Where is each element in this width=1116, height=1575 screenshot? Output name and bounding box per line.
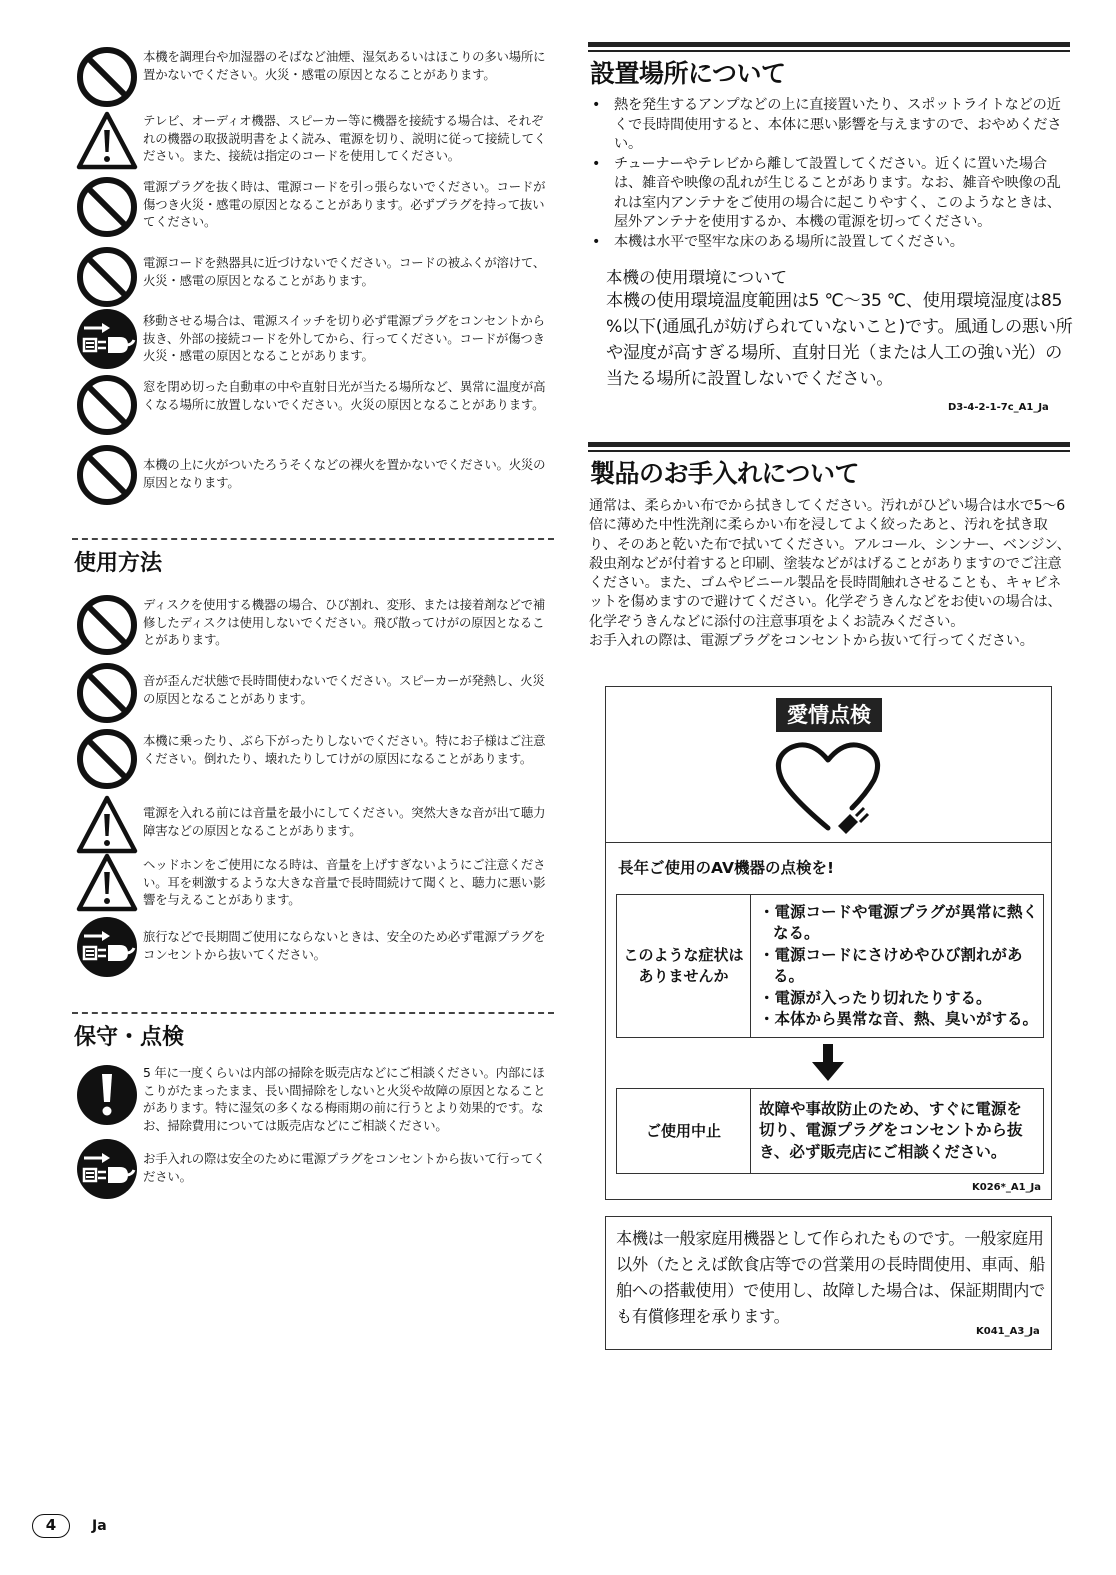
- symptom-label: このような症状はありませんか: [623, 946, 744, 985]
- warning-text: お手入れの際は安全のために電源プラグをコンセントから抜いて行ってください。: [143, 1151, 546, 1184]
- warning-text: 移動させる場合は、電源スイッチを切り必ず電源プラグをコンセントから抜き、外部の接続コードを外してから、行ってください。コードが傷つき火災・感電の原因となることがあります。: [143, 313, 545, 363]
- down-arrow-icon: [812, 1044, 844, 1082]
- section-header-bar: [588, 42, 1070, 47]
- list-item: • チューナーやテレビから離して設置してください。近くに置いた場合は、雑音や映像の乱れが生じることがあります。なお、雑音や映像の乱れは室内アンテナをご使用の場合に起こりやすく、このようなときは、屋外アンテナを使用するか、本機の電源を切ってください。: [590, 155, 1072, 233]
- warning-text: 窓を閉め切った自動車の中や直射日光が当たる場所など、異常に温度が高くなる場所に放置しないでください。火災の原因となることがあります。: [143, 379, 546, 412]
- doc-code: D3-4-2-1-7c_A1_Ja: [948, 402, 1049, 413]
- doc-code: K026*_A1_Ja: [972, 1182, 1042, 1193]
- inspection-question: 長年ご使用のAV機器の点検を!: [618, 859, 835, 877]
- prohibition-icon: [76, 176, 138, 238]
- warning-text: 電源コードを熱器具に近づけないでください。コードの被ふくが溶けて、火災・感電の原因となることがあります。: [143, 255, 546, 288]
- stop-label: ご使用中止: [645, 1121, 721, 1140]
- prohibition-icon: [76, 594, 138, 656]
- care-paragraph: お手入れの際は、電源プラグをコンセントから抜いて行ってください。: [589, 633, 1034, 650]
- caution-triangle-icon: [76, 794, 138, 856]
- warning-text: テレビ、オーディオ機器、スピーカー等に機器を接続する場合は、それぞれの機器の取扱説明書をよく読み、電源を切り、説明に従って接続してください。また、接続は指定のコードを使用してください。: [143, 113, 547, 163]
- symptom-item: ・電源が入ったり切れたりする。: [759, 988, 992, 1007]
- doc-code: K041_A3_Ja: [976, 1326, 1040, 1337]
- symptom-label-cell: [617, 895, 751, 1038]
- section-header-line: [588, 450, 1070, 452]
- warning-text: 5 年に一度くらいは内部の掃除を販売店などにご相談ください。内部にほこりがたまったまま、長い間掃除をしないと火災や故障の原因となることがあります。特に湿気の多くなる梅雨期の前に行うとより効果的です。なお、掃除費用については販売店などにご相談ください。: [143, 1065, 546, 1133]
- warning-text: ディスクを使用する機器の場合、ひび割れ、変形、または接着剤などで補修したディスクは使用しないでください。飛び散ってけがの原因となることがあります。: [143, 597, 546, 647]
- section-header-line: [588, 50, 1070, 52]
- mandatory-exclamation-icon: [76, 1064, 138, 1126]
- box-divider: [605, 842, 1052, 843]
- prohibition-icon: [76, 46, 138, 108]
- unplug-icon: [76, 916, 138, 978]
- prohibition-icon: [76, 374, 138, 436]
- symptom-item: ・本体から異常な音、熱、臭いがする。: [759, 1010, 1039, 1028]
- stop-use-table: [616, 1088, 1044, 1174]
- care-paragraph: 通常は、柔らかい布でから拭きしてください。汚れがひどい場合は水で5～6 倍に薄めた中性洗剤に柔らかい布を浸してよく絞ったあと、汚れを拭き取り、そのあと乾いた布で拭いてください。アルコール、シンナー、ベンジン、殺虫剤などが付着すると印刷、塗装などがはげることがありますのでご注意ください。また、ゴムやビニール製品を長時間触れさせることも、キャビネットを傷めますので避けてください。化学ぞうきんなどをお使いの場合は、化学ぞうきんなどに添付の注意事項をよくお読みください。: [589, 498, 1071, 630]
- symptom-item: ・電源コードにさけめやひび割れがある。: [759, 945, 1023, 985]
- section-header-bar: [588, 442, 1070, 447]
- caution-triangle-icon: [76, 110, 138, 172]
- warning-text: 電源を入れる前には音量を最小にしてください。突然大きな音が出て聴力障害などの原因となることがあります。: [143, 805, 546, 838]
- stop-text-cell: [751, 1089, 1044, 1174]
- section-title-care: 製品のお手入れについて: [590, 459, 860, 488]
- inspection-label: 愛情点検: [776, 698, 882, 732]
- warning-text: ヘッドホンをご使用になる時は、音量を上げすぎないようにご注意ください。耳を刺激するような大きな音量で長時間続けて聞くと、聴力に悪い影響を与えることがあります。: [143, 857, 546, 907]
- prohibition-icon: [76, 444, 138, 506]
- prohibition-icon: [76, 728, 138, 790]
- section-divider: [72, 1012, 554, 1014]
- warning-text: 本機の上に火がついたろうそくなどの裸火を置かないでください。火災の原因となります。: [143, 457, 546, 490]
- section-title-usage: 使用方法: [74, 551, 163, 576]
- warning-text: 旅行などで長期間ご使用にならないときは、安全のため必ず電源プラグをコンセントから抜いてください。: [143, 929, 546, 962]
- warning-text: 本機に乗ったり、ぶら下がったりしないでください。特にお子様はご注意ください。倒れたり、壊れたりしてけがの原因になることがあります。: [143, 733, 546, 766]
- warning-text: 本機を調理台や加湿器のそばなど油煙、湿気あるいはほこりの多い場所に置かないでください。火災・感電の原因となることがあります。: [143, 49, 546, 82]
- warning-text: 電源プラグを抜く時は、電源コードを引っ張らないでください。コードが傷つき火災・感電の原因となることがあります。必ずプラグを持って抜いてください。: [143, 179, 546, 229]
- stop-label-cell: [617, 1089, 751, 1174]
- symptom-list-cell: [751, 895, 1044, 1038]
- list-item: • 熱を発生するアンプなどの上に直接置いたり、スポットライトなどの近くで長時間使用すると、本体に悪い影響を与えますので、おやめください。: [590, 96, 1072, 155]
- unplug-icon: [76, 1138, 138, 1200]
- unplug-icon: [76, 308, 138, 370]
- section-title-installation: 設置場所について: [590, 59, 786, 88]
- symptom-item: ・電源コードや電源プラグが異常に熱くなる。: [759, 902, 1039, 942]
- section-divider: [72, 538, 554, 540]
- heart-plug-icon: [772, 738, 888, 838]
- language-code: Ja: [92, 1518, 107, 1534]
- symptom-table: [616, 894, 1044, 1038]
- environment-title: 本機の使用環境について: [606, 268, 788, 287]
- care-text: [589, 497, 1073, 651]
- caution-triangle-icon: [76, 852, 138, 914]
- warning-text: 音が歪んだ状態で長時間使わないでください。スピーカーが発熱し、火災の原因となることがあります。: [143, 673, 545, 706]
- prohibition-icon: [76, 246, 138, 308]
- environment-text: 本機の使用環境温度範囲は5 ℃～35 ℃、使用環境湿度は85 %以下(通風孔が妨げられていないこと)です。風通しの悪い所や湿度が高すぎる場所、直射日光（または人工の強い光）の当たる場所に設置しないでください。: [606, 291, 1073, 389]
- stop-text: 故障や事故防止のため、すぐに電源を切り、電源プラグをコンセントから抜き、必ず販売店にご相談ください。: [759, 1099, 1023, 1161]
- notice-text: 本機は一般家庭用機器として作られたものです。一般家庭用以外（たとえば飲食店等での営業用の長時間使用、車両、船舶への搭載使用）で使用し、故障した場合は、保証期間内でも有償修理を承ります。: [616, 1229, 1045, 1326]
- list-item: • 本機は水平で堅牢な床のある場所に設置してください。: [590, 233, 1072, 253]
- page-number: 4: [32, 1514, 70, 1538]
- prohibition-icon: [76, 662, 138, 724]
- section-title-maintenance: 保守・点検: [74, 1025, 185, 1050]
- installation-bullets: [590, 96, 1072, 252]
